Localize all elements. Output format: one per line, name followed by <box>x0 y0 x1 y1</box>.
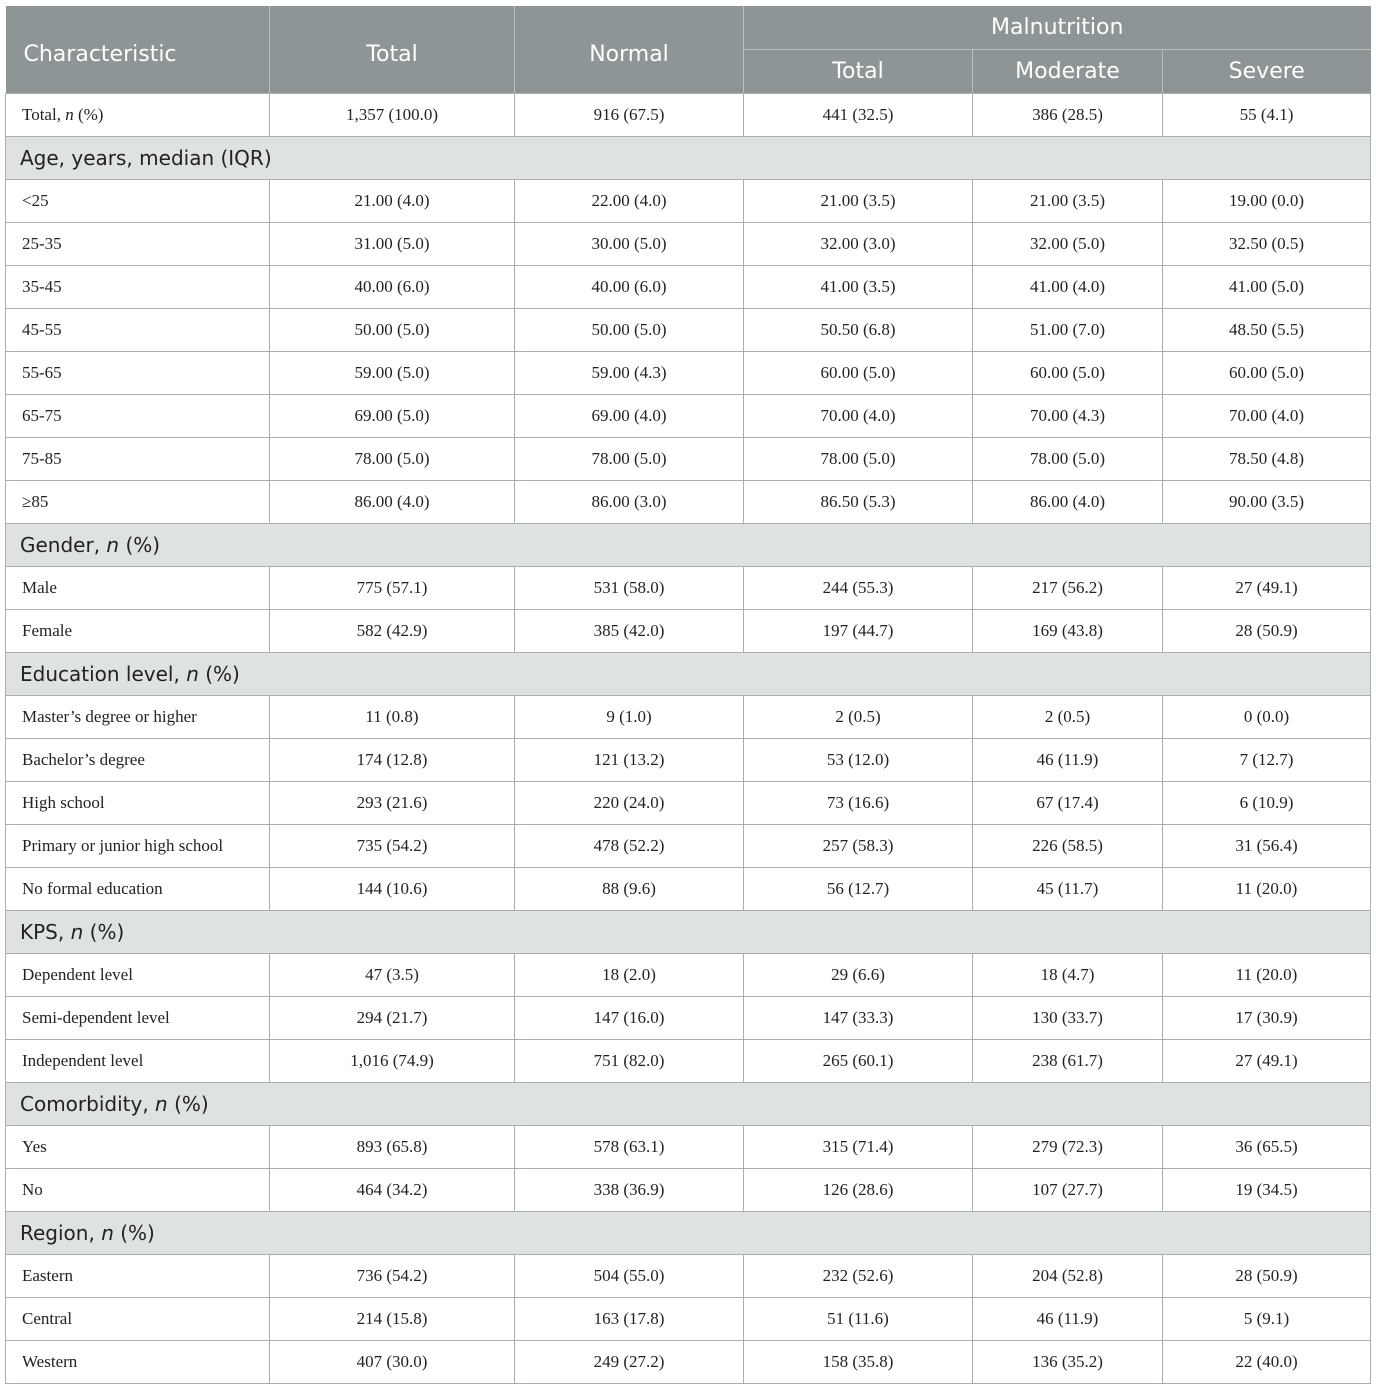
cell-total: 69.00 (5.0) <box>270 395 515 438</box>
cell-malnutrition-total: 147 (33.3) <box>744 997 973 1040</box>
cell-normal: 30.00 (5.0) <box>515 223 744 266</box>
cell-total: 293 (21.6) <box>270 782 515 825</box>
label-suffix: (%) <box>83 920 125 944</box>
label-italic: n <box>70 920 84 944</box>
header-characteristic: Characteristic <box>6 6 270 94</box>
cell-malnutrition-total: 70.00 (4.0) <box>744 395 973 438</box>
cell-malnutrition-total: 73 (16.6) <box>744 782 973 825</box>
label-text: 35-45 <box>22 277 62 296</box>
label-text: Eastern <box>22 1266 73 1285</box>
header-severe: Severe <box>1163 50 1371 94</box>
label-text: Central <box>22 1309 73 1328</box>
table-row <box>6 309 1371 352</box>
label-text: Comorbidity, <box>20 1092 156 1116</box>
cell-normal: 531 (58.0) <box>515 567 744 610</box>
cell-severe: 28 (50.9) <box>1163 610 1371 653</box>
cell-severe: 36 (65.5) <box>1163 1126 1371 1169</box>
row-label <box>6 223 270 266</box>
table-row <box>6 1255 1371 1298</box>
row-label <box>6 782 270 825</box>
cell-normal: 69.00 (4.0) <box>515 395 744 438</box>
cell-malnutrition-total: 232 (52.6) <box>744 1255 973 1298</box>
cell-moderate: 21.00 (3.5) <box>973 180 1163 223</box>
cell-moderate: 204 (52.8) <box>973 1255 1163 1298</box>
row-label <box>6 395 270 438</box>
cell-normal: 504 (55.0) <box>515 1255 744 1298</box>
section-label <box>6 653 1371 696</box>
cell-malnutrition-total: 78.00 (5.0) <box>744 438 973 481</box>
cell-normal: 78.00 (5.0) <box>515 438 744 481</box>
table-row <box>6 739 1371 782</box>
table-row <box>6 352 1371 395</box>
table-row <box>6 395 1371 438</box>
cell-malnutrition-total: 60.00 (5.0) <box>744 352 973 395</box>
label-text: Age, years, median (IQR) <box>20 146 272 170</box>
cell-total: 407 (30.0) <box>270 1341 515 1384</box>
cell-malnutrition-total: 21.00 (3.5) <box>744 180 973 223</box>
section-label <box>6 1083 1371 1126</box>
row-label <box>6 567 270 610</box>
label-text: <25 <box>22 191 49 210</box>
cell-total: 144 (10.6) <box>270 868 515 911</box>
table-row <box>6 438 1371 481</box>
cell-moderate: 51.00 (7.0) <box>973 309 1163 352</box>
label-text: 25-35 <box>22 234 62 253</box>
cell-total: 214 (15.8) <box>270 1298 515 1341</box>
header-malnutrition-total: Total <box>744 50 973 94</box>
table-row <box>6 696 1371 739</box>
row-label <box>6 1341 270 1384</box>
table-row <box>6 94 1371 137</box>
label-italic: n <box>65 105 74 124</box>
table-row <box>6 481 1371 524</box>
cell-malnutrition-total: 244 (55.3) <box>744 567 973 610</box>
label-text: Education level, <box>20 662 187 686</box>
cell-normal: 9 (1.0) <box>515 696 744 739</box>
cell-moderate: 86.00 (4.0) <box>973 481 1163 524</box>
table-row <box>6 1169 1371 1212</box>
label-text: KPS, <box>20 920 71 944</box>
table-row <box>6 782 1371 825</box>
label-suffix: (%) <box>73 105 104 124</box>
cell-malnutrition-total: 158 (35.8) <box>744 1341 973 1384</box>
cell-severe: 60.00 (5.0) <box>1163 352 1371 395</box>
cell-total: 174 (12.8) <box>270 739 515 782</box>
cell-moderate: 41.00 (4.0) <box>973 266 1163 309</box>
cell-normal: 478 (52.2) <box>515 825 744 868</box>
label-italic: n <box>106 533 120 557</box>
cell-malnutrition-total: 41.00 (3.5) <box>744 266 973 309</box>
label-text: Master’s degree or higher <box>22 707 197 726</box>
cell-severe: 0 (0.0) <box>1163 696 1371 739</box>
cell-severe: 32.50 (0.5) <box>1163 223 1371 266</box>
cell-moderate: 46 (11.9) <box>973 739 1163 782</box>
table-row <box>6 610 1371 653</box>
label-text: Yes <box>22 1137 47 1156</box>
cell-normal: 86.00 (3.0) <box>515 481 744 524</box>
cell-moderate: 70.00 (4.3) <box>973 395 1163 438</box>
cell-total: 294 (21.7) <box>270 997 515 1040</box>
label-suffix: (%) <box>119 533 161 557</box>
cell-malnutrition-total: 126 (28.6) <box>744 1169 973 1212</box>
header-total: Total <box>270 6 515 94</box>
row-label <box>6 481 270 524</box>
label-text: No <box>22 1180 43 1199</box>
cell-normal: 22.00 (4.0) <box>515 180 744 223</box>
cell-severe: 31 (56.4) <box>1163 825 1371 868</box>
row-label <box>6 438 270 481</box>
cell-moderate: 217 (56.2) <box>973 567 1163 610</box>
cell-total: 40.00 (6.0) <box>270 266 515 309</box>
cell-normal: 578 (63.1) <box>515 1126 744 1169</box>
label-text: Independent level <box>22 1051 144 1070</box>
table-header <box>6 6 1371 94</box>
row-label <box>6 825 270 868</box>
cell-moderate: 169 (43.8) <box>973 610 1163 653</box>
cell-normal: 147 (16.0) <box>515 997 744 1040</box>
row-label <box>6 696 270 739</box>
cell-malnutrition-total: 197 (44.7) <box>744 610 973 653</box>
cell-normal: 338 (36.9) <box>515 1169 744 1212</box>
cell-total: 11 (0.8) <box>270 696 515 739</box>
label-text: Gender, <box>20 533 107 557</box>
row-label <box>6 1040 270 1083</box>
row-label <box>6 352 270 395</box>
cell-severe: 6 (10.9) <box>1163 782 1371 825</box>
label-text: Bachelor’s degree <box>22 750 145 769</box>
table-row <box>6 868 1371 911</box>
table-row <box>6 825 1371 868</box>
cell-normal: 385 (42.0) <box>515 610 744 653</box>
cell-malnutrition-total: 56 (12.7) <box>744 868 973 911</box>
table-row <box>6 223 1371 266</box>
label-text: 45-55 <box>22 320 62 339</box>
cell-severe: 41.00 (5.0) <box>1163 266 1371 309</box>
label-text: Semi-dependent level <box>22 1008 170 1027</box>
cell-total: 31.00 (5.0) <box>270 223 515 266</box>
cell-normal: 40.00 (6.0) <box>515 266 744 309</box>
table-row <box>6 266 1371 309</box>
cell-moderate: 136 (35.2) <box>973 1341 1163 1384</box>
cell-malnutrition-total: 50.50 (6.8) <box>744 309 973 352</box>
cell-severe: 27 (49.1) <box>1163 1040 1371 1083</box>
label-text: 65-75 <box>22 406 62 425</box>
cell-moderate: 18 (4.7) <box>973 954 1163 997</box>
cell-moderate: 226 (58.5) <box>973 825 1163 868</box>
row-label <box>6 610 270 653</box>
cell-normal: 121 (13.2) <box>515 739 744 782</box>
section-header-row <box>6 1212 1371 1255</box>
cell-severe: 55 (4.1) <box>1163 94 1371 137</box>
cell-malnutrition-total: 2 (0.5) <box>744 696 973 739</box>
cell-severe: 70.00 (4.0) <box>1163 395 1371 438</box>
label-text: ≥85 <box>22 492 49 511</box>
section-label <box>6 524 1371 567</box>
cell-moderate: 130 (33.7) <box>973 997 1163 1040</box>
table-row <box>6 954 1371 997</box>
cell-normal: 59.00 (4.3) <box>515 352 744 395</box>
label-suffix: (%) <box>167 1092 209 1116</box>
section-header-row <box>6 911 1371 954</box>
label-italic: n <box>101 1221 114 1245</box>
cell-total: 464 (34.2) <box>270 1169 515 1212</box>
cell-total: 86.00 (4.0) <box>270 481 515 524</box>
cell-severe: 19 (34.5) <box>1163 1169 1371 1212</box>
cell-malnutrition-total: 265 (60.1) <box>744 1040 973 1083</box>
label-text: High school <box>22 793 105 812</box>
cell-severe: 5 (9.1) <box>1163 1298 1371 1341</box>
cell-normal: 88 (9.6) <box>515 868 744 911</box>
cell-moderate: 67 (17.4) <box>973 782 1163 825</box>
row-label <box>6 94 270 137</box>
cell-moderate: 78.00 (5.0) <box>973 438 1163 481</box>
row-label <box>6 954 270 997</box>
row-label <box>6 1169 270 1212</box>
cell-moderate: 45 (11.7) <box>973 868 1163 911</box>
cell-severe: 90.00 (3.5) <box>1163 481 1371 524</box>
table-row <box>6 180 1371 223</box>
table-row <box>6 1341 1371 1384</box>
label-text: Female <box>22 621 73 640</box>
label-text: Western <box>22 1352 78 1371</box>
row-label <box>6 868 270 911</box>
characteristics-table <box>5 6 1371 1384</box>
row-label <box>6 1298 270 1341</box>
header-moderate: Moderate <box>973 50 1163 94</box>
cell-malnutrition-total: 32.00 (3.0) <box>744 223 973 266</box>
section-label <box>6 137 1371 180</box>
table-row <box>6 567 1371 610</box>
label-suffix: (%) <box>113 1221 155 1245</box>
cell-normal: 751 (82.0) <box>515 1040 744 1083</box>
row-label <box>6 180 270 223</box>
cell-moderate: 60.00 (5.0) <box>973 352 1163 395</box>
cell-severe: 48.50 (5.5) <box>1163 309 1371 352</box>
cell-normal: 50.00 (5.0) <box>515 309 744 352</box>
cell-normal: 220 (24.0) <box>515 782 744 825</box>
cell-severe: 22 (40.0) <box>1163 1341 1371 1384</box>
section-header-row <box>6 524 1371 567</box>
cell-normal: 18 (2.0) <box>515 954 744 997</box>
cell-total: 21.00 (4.0) <box>270 180 515 223</box>
cell-moderate: 279 (72.3) <box>973 1126 1163 1169</box>
cell-total: 775 (57.1) <box>270 567 515 610</box>
header-normal: Normal <box>515 6 744 94</box>
cell-malnutrition-total: 441 (32.5) <box>744 94 973 137</box>
row-label <box>6 309 270 352</box>
section-label <box>6 1212 1371 1255</box>
cell-total: 59.00 (5.0) <box>270 352 515 395</box>
row-label <box>6 739 270 782</box>
label-text: Male <box>22 578 57 597</box>
cell-severe: 27 (49.1) <box>1163 567 1371 610</box>
label-italic: n <box>186 662 199 686</box>
label-text: 55-65 <box>22 363 62 382</box>
cell-total: 1,357 (100.0) <box>270 94 515 137</box>
cell-severe: 19.00 (0.0) <box>1163 180 1371 223</box>
label-text: Region, <box>20 1221 102 1245</box>
cell-malnutrition-total: 51 (11.6) <box>744 1298 973 1341</box>
label-text: 75-85 <box>22 449 62 468</box>
row-label <box>6 1255 270 1298</box>
table-row <box>6 1126 1371 1169</box>
table-row <box>6 997 1371 1040</box>
cell-total: 1,016 (74.9) <box>270 1040 515 1083</box>
cell-severe: 28 (50.9) <box>1163 1255 1371 1298</box>
cell-severe: 17 (30.9) <box>1163 997 1371 1040</box>
cell-total: 893 (65.8) <box>270 1126 515 1169</box>
table-row <box>6 1040 1371 1083</box>
cell-normal: 249 (27.2) <box>515 1341 744 1384</box>
table-body <box>6 94 1371 1384</box>
section-label <box>6 911 1371 954</box>
cell-severe: 11 (20.0) <box>1163 868 1371 911</box>
cell-normal: 916 (67.5) <box>515 94 744 137</box>
cell-total: 78.00 (5.0) <box>270 438 515 481</box>
cell-total: 50.00 (5.0) <box>270 309 515 352</box>
row-label <box>6 997 270 1040</box>
row-label <box>6 266 270 309</box>
header-malnutrition: Malnutrition <box>744 6 1371 50</box>
cell-severe: 11 (20.0) <box>1163 954 1371 997</box>
cell-normal: 163 (17.8) <box>515 1298 744 1341</box>
cell-moderate: 2 (0.5) <box>973 696 1163 739</box>
section-header-row <box>6 653 1371 696</box>
cell-moderate: 32.00 (5.0) <box>973 223 1163 266</box>
label-italic: n <box>155 1092 168 1116</box>
cell-moderate: 107 (27.7) <box>973 1169 1163 1212</box>
cell-moderate: 46 (11.9) <box>973 1298 1163 1341</box>
cell-malnutrition-total: 257 (58.3) <box>744 825 973 868</box>
cell-severe: 7 (12.7) <box>1163 739 1371 782</box>
cell-total: 736 (54.2) <box>270 1255 515 1298</box>
cell-total: 735 (54.2) <box>270 825 515 868</box>
row-label <box>6 1126 270 1169</box>
cell-malnutrition-total: 315 (71.4) <box>744 1126 973 1169</box>
section-header-row <box>6 1083 1371 1126</box>
label-text: No formal education <box>22 879 163 898</box>
cell-severe: 78.50 (4.8) <box>1163 438 1371 481</box>
label-suffix: (%) <box>198 662 240 686</box>
label-text: Total, <box>22 105 66 124</box>
cell-malnutrition-total: 53 (12.0) <box>744 739 973 782</box>
cell-malnutrition-total: 86.50 (5.3) <box>744 481 973 524</box>
cell-moderate: 238 (61.7) <box>973 1040 1163 1083</box>
section-header-row <box>6 137 1371 180</box>
label-text: Dependent level <box>22 965 133 984</box>
cell-malnutrition-total: 29 (6.6) <box>744 954 973 997</box>
label-text: Primary or junior high school <box>22 836 224 855</box>
cell-total: 582 (42.9) <box>270 610 515 653</box>
cell-total: 47 (3.5) <box>270 954 515 997</box>
table-row <box>6 1298 1371 1341</box>
cell-moderate: 386 (28.5) <box>973 94 1163 137</box>
